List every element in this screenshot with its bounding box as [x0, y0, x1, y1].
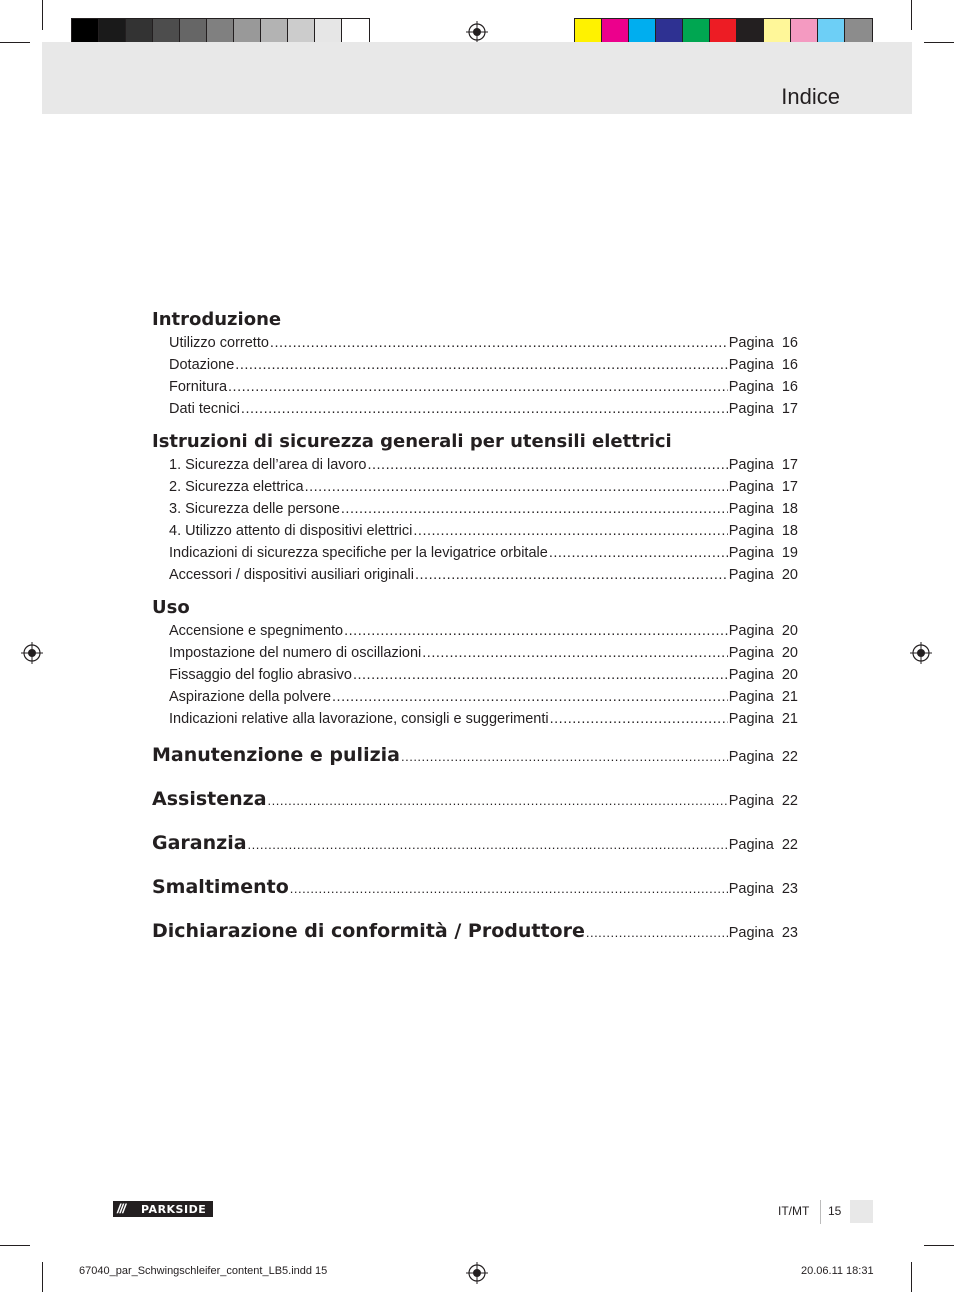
- dot-leader: [248, 837, 728, 852]
- toc-entry-label: Impostazione del numero di oscillazioni: [169, 645, 422, 661]
- page-number: 21: [781, 711, 798, 727]
- dot-leader: [415, 564, 728, 586]
- crop-mark: [0, 1245, 30, 1246]
- section-heading: Istruzioni di sicurezza generali per utensili elettrici: [152, 431, 672, 452]
- page-word: Pagina: [728, 623, 774, 639]
- dot-leader: [341, 498, 728, 520]
- page-word: Pagina: [728, 645, 774, 661]
- dot-leader: [235, 354, 727, 376]
- page-number: 17: [781, 479, 798, 495]
- dot-leader: [270, 332, 728, 354]
- toc-entry: [152, 686, 798, 708]
- toc-entry-label: 4. Utilizzo attento di dispositivi elettrici: [169, 523, 413, 539]
- page-word: Pagina: [728, 567, 774, 583]
- toc-entry-page: [729, 881, 798, 897]
- toc-main-entry: [152, 788, 798, 818]
- toc-entry-page: [729, 354, 798, 376]
- page-number: 16: [781, 379, 798, 395]
- toc-entry-label: Assistenza: [152, 788, 267, 810]
- dot-leader: [241, 398, 728, 420]
- toc-entry: [152, 476, 798, 498]
- toc-entry-page: [729, 498, 798, 520]
- toc-entry-label: Utilizzo corretto: [169, 335, 269, 351]
- toc-main-entry: [152, 744, 798, 774]
- page-number: 20: [781, 567, 798, 583]
- toc-entry-label: Aspirazione della polvere: [169, 689, 332, 705]
- toc-entry-page: [729, 454, 798, 476]
- crop-mark: [924, 1245, 954, 1246]
- toc-entry-page: [729, 664, 798, 686]
- toc-entry-page: [729, 620, 798, 642]
- toc-entry-page: [729, 837, 798, 853]
- dot-leader: [550, 708, 728, 730]
- dot-leader: [413, 520, 727, 542]
- crop-mark: [911, 1262, 912, 1292]
- page-word: Pagina: [728, 379, 774, 395]
- toc-main-entry: [152, 920, 798, 950]
- toc-entry-label: 2. Sicurezza elettrica: [169, 479, 304, 495]
- toc-entry-label: Smaltimento: [152, 876, 289, 898]
- page-word: Pagina: [728, 793, 774, 809]
- toc-entry: [152, 454, 798, 476]
- language-code: IT/MT: [778, 1204, 810, 1218]
- toc-entry-label: 3. Sicurezza delle persone: [169, 501, 340, 517]
- toc-entry: [152, 376, 798, 398]
- toc-entry: [152, 332, 798, 354]
- page-number: 16: [781, 357, 798, 373]
- toc-entry-page: [729, 793, 798, 809]
- crop-mark: [42, 0, 43, 30]
- dot-leader: [422, 642, 727, 664]
- section-heading: Uso: [152, 597, 190, 618]
- registration-mark-icon: [21, 642, 43, 664]
- crop-mark: [911, 0, 912, 30]
- toc-entry-label: Dotazione: [169, 357, 235, 373]
- toc-entry-label: Accessori / dispositivi ausiliari originali: [169, 567, 414, 583]
- file-slug: 67040_par_Schwingschleifer_content_LB5.indd 15: [79, 1265, 328, 1277]
- dot-leader: [549, 542, 728, 564]
- toc-entry-page: [729, 520, 798, 542]
- dot-leader: [401, 749, 728, 764]
- page-number: 17: [781, 457, 798, 473]
- page-word: Pagina: [728, 479, 774, 495]
- section-heading: Introduzione: [152, 309, 282, 330]
- toc-entry-label: Fissaggio del foglio abrasivo: [169, 667, 352, 683]
- crop-mark: [924, 42, 954, 43]
- crop-mark: [42, 1262, 43, 1292]
- page-number: 18: [781, 523, 798, 539]
- page-number: 23: [781, 881, 798, 897]
- toc-entry-page: [729, 398, 798, 420]
- logo-stripes-icon: ///: [117, 1201, 125, 1216]
- toc-entry: [152, 354, 798, 376]
- registration-mark-icon: [466, 1262, 488, 1284]
- toc-entry-page: [729, 332, 798, 354]
- toc-entry-label: 1. Sicurezza dell’area di lavoro: [169, 457, 367, 473]
- page-number: 19: [781, 545, 798, 561]
- page-number: 22: [781, 749, 798, 765]
- page-word: Pagina: [728, 711, 774, 727]
- page-number: 16: [781, 335, 798, 351]
- page-number: 23: [781, 925, 798, 941]
- toc-entry-page: [729, 686, 798, 708]
- dot-leader: [332, 686, 728, 708]
- toc-entry-label: Indicazioni relative alla lavorazione, consigli e suggerimenti: [169, 711, 549, 727]
- parkside-logo: [113, 1201, 213, 1217]
- page-word: Pagina: [728, 357, 774, 373]
- page-word: Pagina: [728, 401, 774, 417]
- dot-leader: [586, 925, 728, 940]
- toc-entry: [152, 564, 798, 586]
- dot-leader: [268, 793, 728, 808]
- toc-entry-label: Dati tecnici: [169, 401, 240, 417]
- toc-section: [152, 596, 798, 730]
- toc-section: [152, 430, 798, 586]
- footer-tab: [850, 1200, 873, 1223]
- page-number: 20: [781, 623, 798, 639]
- page-number: 20: [781, 667, 798, 683]
- page-word: Pagina: [728, 667, 774, 683]
- registration-mark-icon: [910, 642, 932, 664]
- toc-entry-label: Fornitura: [169, 379, 228, 395]
- toc-entry: [152, 498, 798, 520]
- page-word: Pagina: [728, 335, 774, 351]
- dot-leader: [367, 454, 727, 476]
- dot-leader: [344, 620, 728, 642]
- toc-main-entry: [152, 876, 798, 906]
- toc-entry-page: [729, 925, 798, 941]
- dot-leader: [353, 664, 728, 686]
- toc-entry-page: [729, 376, 798, 398]
- page-word: Pagina: [728, 501, 774, 517]
- footer-divider: [820, 1200, 821, 1224]
- toc-entry-page: [729, 542, 798, 564]
- brand-name: PARKSIDE: [141, 1202, 207, 1216]
- dot-leader: [290, 881, 728, 896]
- toc-entry-page: [729, 476, 798, 498]
- page-number: 17: [781, 401, 798, 417]
- toc-entry-label: Garanzia: [152, 832, 247, 854]
- toc-entry: [152, 620, 798, 642]
- page-word: Pagina: [728, 837, 774, 853]
- toc-entry-label: Dichiarazione di conformità / Produttore: [152, 920, 585, 942]
- page-number: 22: [781, 793, 798, 809]
- toc-entry: [152, 642, 798, 664]
- page-word: Pagina: [728, 523, 774, 539]
- page-number: 18: [781, 501, 798, 517]
- toc-entry-page: [729, 749, 798, 765]
- page-word: Pagina: [728, 689, 774, 705]
- page-word: Pagina: [728, 881, 774, 897]
- date-slug: 20.06.11 18:31: [801, 1265, 874, 1277]
- page-word: Pagina: [728, 457, 774, 473]
- toc-entry-label: Indicazioni di sicurezza specifiche per la levigatrice orbitale: [169, 545, 548, 561]
- page-number: 15: [828, 1204, 842, 1218]
- page-word: Pagina: [728, 545, 774, 561]
- toc-entry: [152, 398, 798, 420]
- toc-entry: [152, 520, 798, 542]
- table-of-contents: [152, 308, 798, 950]
- toc-entry-label: Manutenzione e pulizia: [152, 744, 400, 766]
- registration-mark-icon: [466, 21, 488, 43]
- toc-entry: [152, 542, 798, 564]
- toc-entry-page: [729, 642, 798, 664]
- toc-section: [152, 308, 798, 420]
- toc-entry-page: [729, 564, 798, 586]
- page-word: Pagina: [728, 749, 774, 765]
- toc-entry-page: [729, 708, 798, 730]
- toc-entry: [152, 708, 798, 730]
- dot-leader: [228, 376, 728, 398]
- dot-leader: [305, 476, 728, 498]
- crop-mark: [0, 42, 30, 43]
- page-number: 22: [781, 837, 798, 853]
- page-number: 21: [781, 689, 798, 705]
- toc-entry: [152, 664, 798, 686]
- page-title: Indice: [781, 84, 840, 109]
- page-number: 20: [781, 645, 798, 661]
- toc-main-entry: [152, 832, 798, 862]
- toc-entry-label: Accensione e spegnimento: [169, 623, 344, 639]
- page-word: Pagina: [728, 925, 774, 941]
